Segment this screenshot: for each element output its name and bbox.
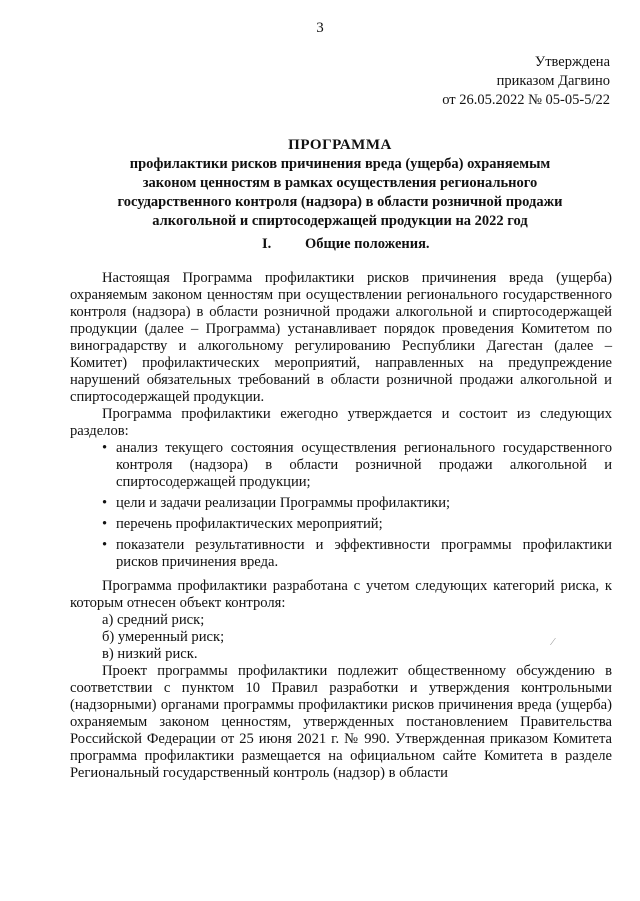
approval-line-3: от 26.05.2022 № 05-05-5/22 (442, 92, 610, 108)
list-item-text: цели и задачи реализации Программы профилактики; (116, 495, 451, 511)
list-item (70, 516, 612, 533)
approval-line-2: приказом Дагвино (496, 73, 610, 89)
title-line-4: алкогольной и спиртосодержащей продукции на 2022 год (152, 213, 528, 229)
bullet-icon: • (102, 516, 108, 532)
approval-line-1: Утверждена (534, 54, 610, 70)
document-title (60, 136, 620, 231)
paragraph-intro: Настоящая Программа профилактики рисков причинения вреда (ущерба) охраняемым законом ценностям при осуществлении регионального государственного контроля (надзора) в области розничной продажи алкогольной и спиртосодержащей продукции (далее – Программа) устанавливает порядок проведения Комитетом по виноградарству и алкогольному регулированию Республики Дагестан (далее – Комитет) профилактических мероприятий, направленных на предупреждение нарушений обязательных требований в области розничной продажи алкогольной и спиртосодержащей продукции. (70, 270, 612, 405)
risk-item-medium: а) средний риск; (102, 612, 205, 628)
scan-mark: ⁄ (552, 636, 554, 648)
body-text (70, 270, 612, 782)
section-number: I. (262, 236, 272, 252)
section-title: Общие положения. (305, 236, 430, 252)
risk-item-moderate: б) умеренный риск; (102, 629, 225, 645)
page-number: 3 (316, 20, 324, 36)
list-item-text: перечень профилактических мероприятий; (116, 516, 383, 532)
list-item (70, 537, 612, 571)
list-item (70, 440, 612, 491)
list-item-text: показатели результативности и эффективности программы профилактики рисков причинения вреда. (116, 537, 612, 570)
title-line-1: профилактики рисков причинения вреда (ущерба) охраняемым (129, 156, 551, 172)
paragraph-sections: Программа профилактики ежегодно утверждается и состоит из следующих разделов: (70, 406, 612, 439)
title-line-3: государственного контроля (надзора) в области розничной продажи (117, 194, 563, 210)
list-item (70, 495, 612, 512)
title-line-2: законом ценностям в рамках осуществления регионального (142, 175, 538, 191)
bullet-icon: • (102, 537, 108, 553)
list-item-text: анализ текущего состояния осуществления регионального государственного контроля (надзора) в области розничной продажи алкогольной и спиртосодержащей продукции; (116, 440, 612, 490)
paragraph-risk-categories: Программа профилактики разработана с учетом следующих категорий риска, к которым отнесен объект контроля: (70, 578, 612, 611)
risk-item-low: в) низкий риск. (102, 646, 198, 662)
sections-list (70, 440, 612, 571)
title-main: ПРОГРАММА (288, 137, 392, 153)
bullet-icon: • (102, 495, 108, 511)
paragraph-public-discussion: Проект программы профилактики подлежит общественному обсуждению в соответствии с пунктом 10 Правил разработки и утверждения контрольными (надзорными) органами программы профилактики рисков причинения вреда (ущерба) охраняемым законом ценностям, утвержденных постановлением Правительства Российской Федерации от 25 июня 2021 г. № 990. Утвержденная приказом Комитета программа профилактики размещается на официальном сайте Комитета в разделе Региональный государственный контроль (надзор) в области (70, 663, 612, 781)
approval-stamp (442, 53, 610, 110)
bullet-icon: • (102, 440, 108, 456)
